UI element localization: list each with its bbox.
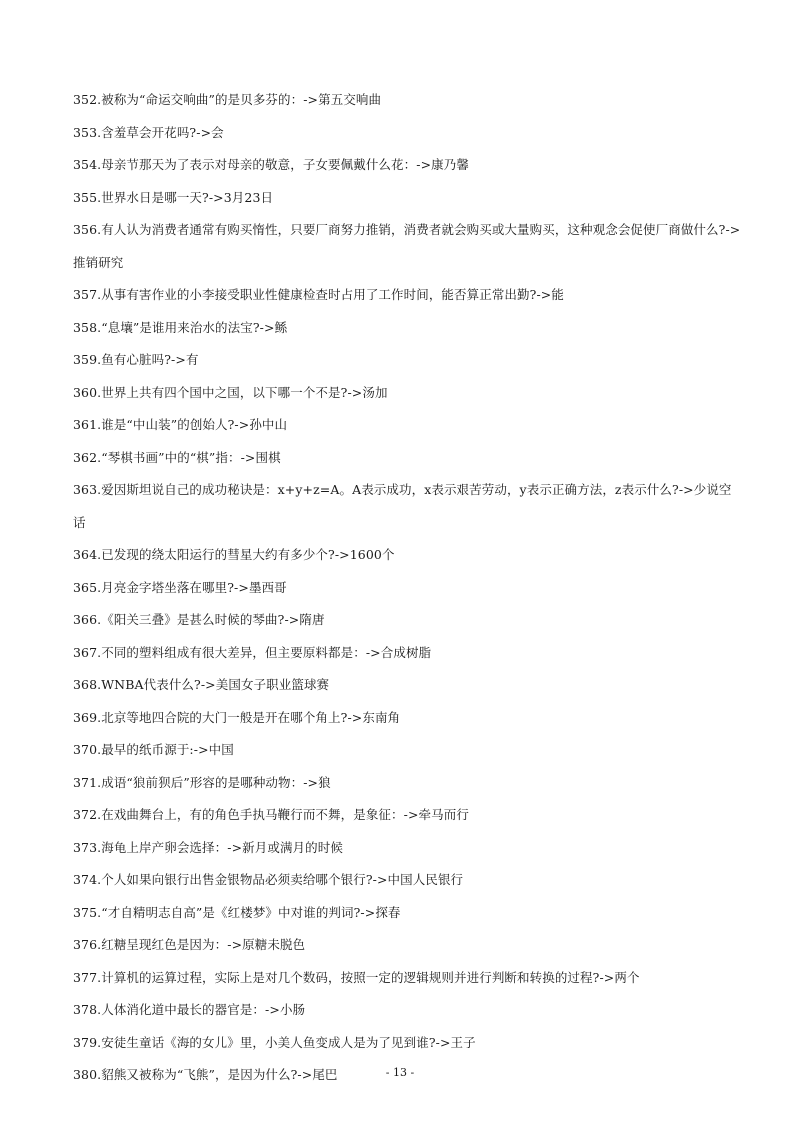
answer-text: 推销研究 [73,254,124,270]
question-text: 最早的纸币源于: [101,742,194,757]
question-number: 352. [73,92,102,107]
question-number: 366. [73,612,102,627]
arrow-separator: -> [193,742,209,757]
question-text: 个人如果向银行出售金银物品必须卖给哪个银行? [101,872,373,887]
arrow-separator: -> [234,579,249,595]
arrow-separator: -> [536,287,552,302]
question-number: 369. [73,709,102,725]
question-number: 357. [73,287,102,302]
answer-text: 第五交响曲 [318,92,382,107]
question-text: “琴棋书画”中的“棋”指： [101,449,241,465]
answer-text: 墨西哥 [248,579,287,595]
answer-text: 汤加 [362,384,388,400]
question-number: 370. [73,742,102,757]
qa-item [73,149,743,182]
qa-item [73,832,743,865]
question-number: 359. [73,352,102,367]
question-number: 364. [73,547,102,562]
arrow-separator: -> [297,1067,313,1082]
qa-item [73,897,743,930]
qa-item [73,604,743,637]
question-text: 从事有害作业的小李接受职业性健康检查时占用了工作时间，能否算正常出勤? [101,287,537,302]
question-text: 已发现的绕太阳运行的彗星大约有多少个? [101,547,335,562]
answer-text: 美国女子职业篮球赛 [215,677,330,692]
page-number: - 13 - [385,1066,415,1079]
qa-item [62,474,743,539]
question-text: 《阳关三叠》是甚么时候的琴曲? [101,612,285,627]
qa-item [73,734,743,767]
arrow-separator: -> [240,449,256,465]
qa-item [73,409,743,442]
question-text: 鱼有心脏吗? [101,352,172,367]
qa-item [73,799,743,832]
arrow-separator: -> [265,1002,280,1017]
qa-item [73,182,743,215]
qa-item [73,1027,743,1060]
qa-item [73,929,743,962]
arrow-separator: -> [227,839,243,855]
arrow-separator: -> [196,124,212,140]
question-text: 含羞草会开花吗? [101,124,197,140]
answer-text: 小肠 [279,1002,306,1017]
qa-item [73,767,743,800]
question-text: 成语“狼前狈后”形容的是哪种动物： [101,774,304,790]
question-text: 不同的塑料组成有很大差异，但主要原料都是： [101,644,366,660]
question-text: 有人认为消费者通常有购买惰性，只要厂商努力推销，消费者就会购买或大量购买，这种观念会促使厂商做什么? [101,222,726,237]
qa-item [73,637,743,670]
question-number: 355. [73,189,102,205]
question-number: 380. [73,1067,102,1082]
answer-text: 东南角 [362,709,401,725]
arrow-separator: -> [303,92,319,107]
question-number: 354. [73,157,102,172]
arrow-separator: -> [200,677,216,692]
question-number: 372. [73,807,102,822]
answer-text: 鲧 [274,319,288,335]
arrow-separator: -> [435,1034,451,1050]
qa-list [73,84,743,1092]
arrow-separator: -> [416,157,432,172]
arrow-separator: -> [403,807,419,822]
question-text: 谁是“中山装”的创始人? [101,417,235,432]
qa-item [62,214,743,279]
question-text: 红糖呈现红色是因为： [101,937,228,952]
answer-text: 3月23日 [223,189,274,205]
arrow-separator: -> [334,547,350,562]
arrow-separator: -> [599,969,615,985]
question-number: 363. [73,482,102,497]
question-number: 353. [73,124,102,140]
answer-text: 康乃馨 [431,157,469,172]
question-number: 362. [73,449,102,465]
answer-text: 中国人民银行 [387,872,464,887]
arrow-separator: -> [365,644,381,660]
question-number: 374. [73,872,102,887]
answer-text: 新月或满月的时候 [242,839,343,855]
arrow-separator: -> [171,352,186,367]
arrow-separator: -> [208,189,224,205]
answer-text: 1600个 [349,547,395,562]
answer-text: 合成树脂 [380,644,432,660]
question-number: 376. [73,937,102,952]
qa-item [73,377,743,410]
arrow-separator: -> [360,904,376,920]
answer-text: 狼 [318,774,331,790]
question-number: 367. [73,644,102,660]
question-number: 361. [73,417,102,432]
qa-item [73,572,743,605]
qa-item [73,669,743,702]
question-text: 月亮金字塔坐落在哪里? [101,579,235,595]
answer-text: 尾巴 [312,1067,338,1082]
question-number: 356. [73,222,102,237]
question-number: 375. [73,904,102,920]
answer-text: 孙中山 [249,417,288,432]
question-text: 在戏曲舞台上，有的角色手执马鞭行而不舞，是象征： [101,807,404,822]
question-number: 365. [73,579,102,595]
question-number: 379. [73,1034,102,1050]
question-text: 北京等地四合院的大门一般是开在哪个角上? [101,709,348,725]
question-number: 368. [73,677,102,692]
question-number: 373. [73,839,102,855]
qa-item [73,442,743,475]
question-number: 371. [73,774,102,790]
question-text: 人体消化道中最长的器官是： [101,1002,266,1017]
qa-item [73,994,743,1027]
question-text: 被称为“命运交响曲”的是贝多芬的： [101,92,304,107]
arrow-separator: -> [347,384,363,400]
question-text: 世界上共有四个国中之国，以下哪一个不是? [101,384,348,400]
answer-text: 能 [551,287,564,302]
answer-text: 王子 [450,1034,476,1050]
question-text: “息壤”是谁用来治水的法宝? [101,319,260,335]
answer-text: 原糖未脱色 [242,937,306,952]
qa-item [73,539,743,572]
answer-text: 会 [211,124,224,140]
arrow-separator: -> [725,222,741,237]
question-number: 358. [73,319,102,335]
qa-item [73,864,743,897]
question-text: 爱因斯坦说自己的成功秘诀是：x+y+z=A。A表示成功，x表示艰苦劳动，y表示正确方法，z表示什么? [101,482,679,497]
arrow-separator: -> [227,937,243,952]
question-number: 360. [73,384,102,400]
qa-item [73,962,743,995]
arrow-separator: -> [259,319,275,335]
answer-text: 探春 [375,904,401,920]
answer-text: 两个 [614,969,640,985]
question-text: 貂熊又被称为“飞熊”，是因为什么? [101,1067,298,1082]
answer-text: 围棋 [255,449,281,465]
answer-text: 牵马而行 [418,807,469,822]
qa-item [73,117,743,150]
qa-item [73,312,743,345]
question-number: 378. [73,1002,102,1017]
question-text: 安徒生童话《海的女儿》里，小美人鱼变成人是为了见到谁? [101,1034,436,1050]
arrow-separator: -> [372,872,388,887]
question-text: 世界水日是哪一天? [101,189,209,205]
question-text: “才自精明志自高”是《红楼梦》中对谁的判词? [101,904,361,920]
question-text: 海龟上岸产卵会选择： [101,839,228,855]
qa-item [73,84,743,117]
question-text: 计算机的运算过程，实际上是对几个数码，按照一定的逻辑规则并进行判断和转换的过程? [101,969,600,985]
question-text: WNBA代表什么? [101,677,201,692]
answer-text: 隋唐 [299,612,325,627]
answer-text: 中国 [208,742,234,757]
qa-item [73,279,743,312]
arrow-separator: -> [234,417,250,432]
qa-item [73,702,743,735]
qa-item [73,344,743,377]
answer-text: 少说空话 [73,482,732,530]
answer-text: 有 [185,352,199,367]
arrow-separator: -> [678,482,694,497]
arrow-separator: -> [284,612,300,627]
arrow-separator: -> [303,774,319,790]
arrow-separator: -> [347,709,363,725]
question-number: 377. [73,969,102,985]
question-text: 母亲节那天为了表示对母亲的敬意，子女要佩戴什么花： [101,157,417,172]
